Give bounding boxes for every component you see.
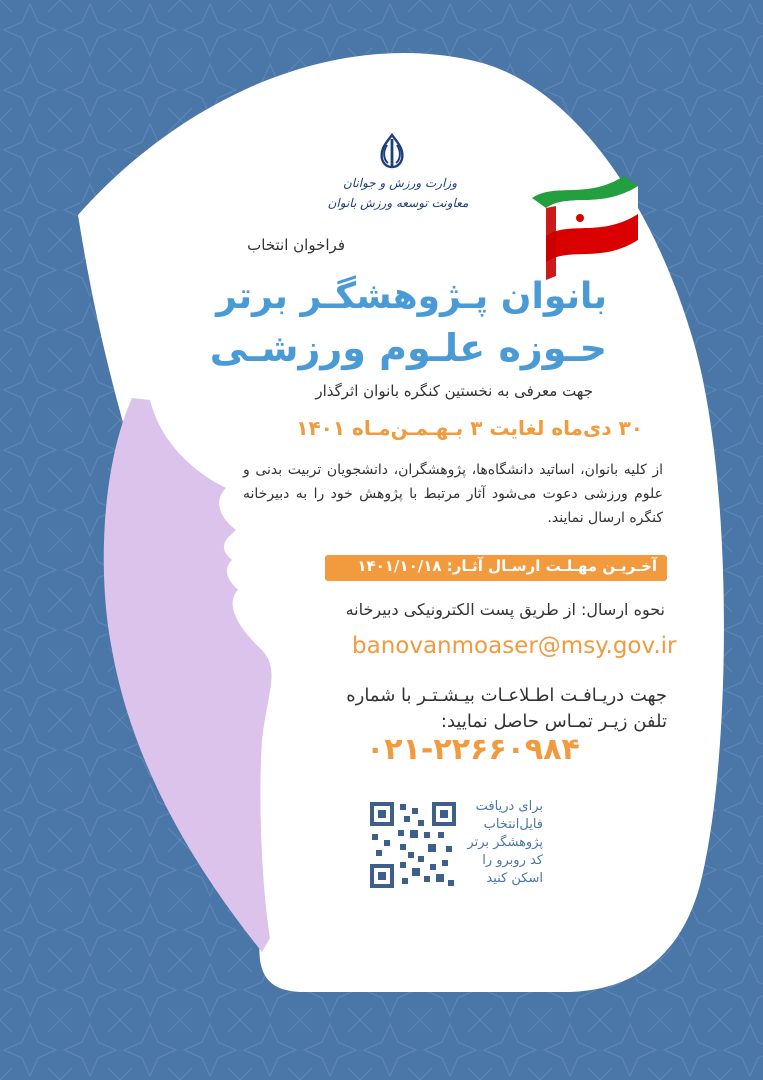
intro-text: جهت معرفی به نخستین کنگره بانوان اثرگذار [315, 382, 593, 400]
emblem-icon [372, 131, 412, 171]
qr-caption: برای دریافت فایل‌انتخاب پژوهشگر برتر کد روبرو را اسکن کنید [467, 799, 543, 886]
phone-number[interactable]: ۰۲۱-۲۲۶۶۰۹۸۴ [366, 732, 580, 767]
iran-flag-icon [526, 176, 641, 280]
invitation-text: از کلیه بانوان، اساتید دانشگاه‌ها، پژوهشگران، دانشجویان تربیت بدنی و علوم ورزشی دعوت می‌شود آثار مرتبط با پژوهش خود را به دبیرخانه کنگره ارسال نمایند. [243, 462, 663, 526]
deadline-text: آخـریـن مهـلـت ارسـال آثـار: ۱۴۰۱/۱۰/۱۸ [357, 557, 657, 575]
title-line-1: بانوان پـژوهشگـر برتر [216, 276, 607, 317]
qr-code-icon[interactable] [368, 800, 458, 890]
submission-method: نحوه ارسال: از طریق پست الکترونیکی دبیرخانه [345, 600, 665, 619]
date-range: ۳۰ دی‌ماه لغایت ۳ بـهـمـن‌مـاه ۱۴۰۱ [296, 416, 643, 440]
ministry-name: وزارت ورزش و جوانان [342, 176, 458, 190]
submission-email[interactable]: banovanmoaser@msy.gov.ir [352, 633, 677, 659]
ministry-division: معاونت توسعه ورزش بانوان [327, 196, 469, 210]
title-line-2: حـوزه علـوم ورزشـی [209, 326, 607, 370]
call-subtitle: فراخوان انتخاب [247, 236, 345, 254]
contact-info: جهت دریـافـت اطـلاعـات بیـشـتـر با شماره تلفن زیـر تمـاس حاصل نمایید: [346, 685, 667, 732]
